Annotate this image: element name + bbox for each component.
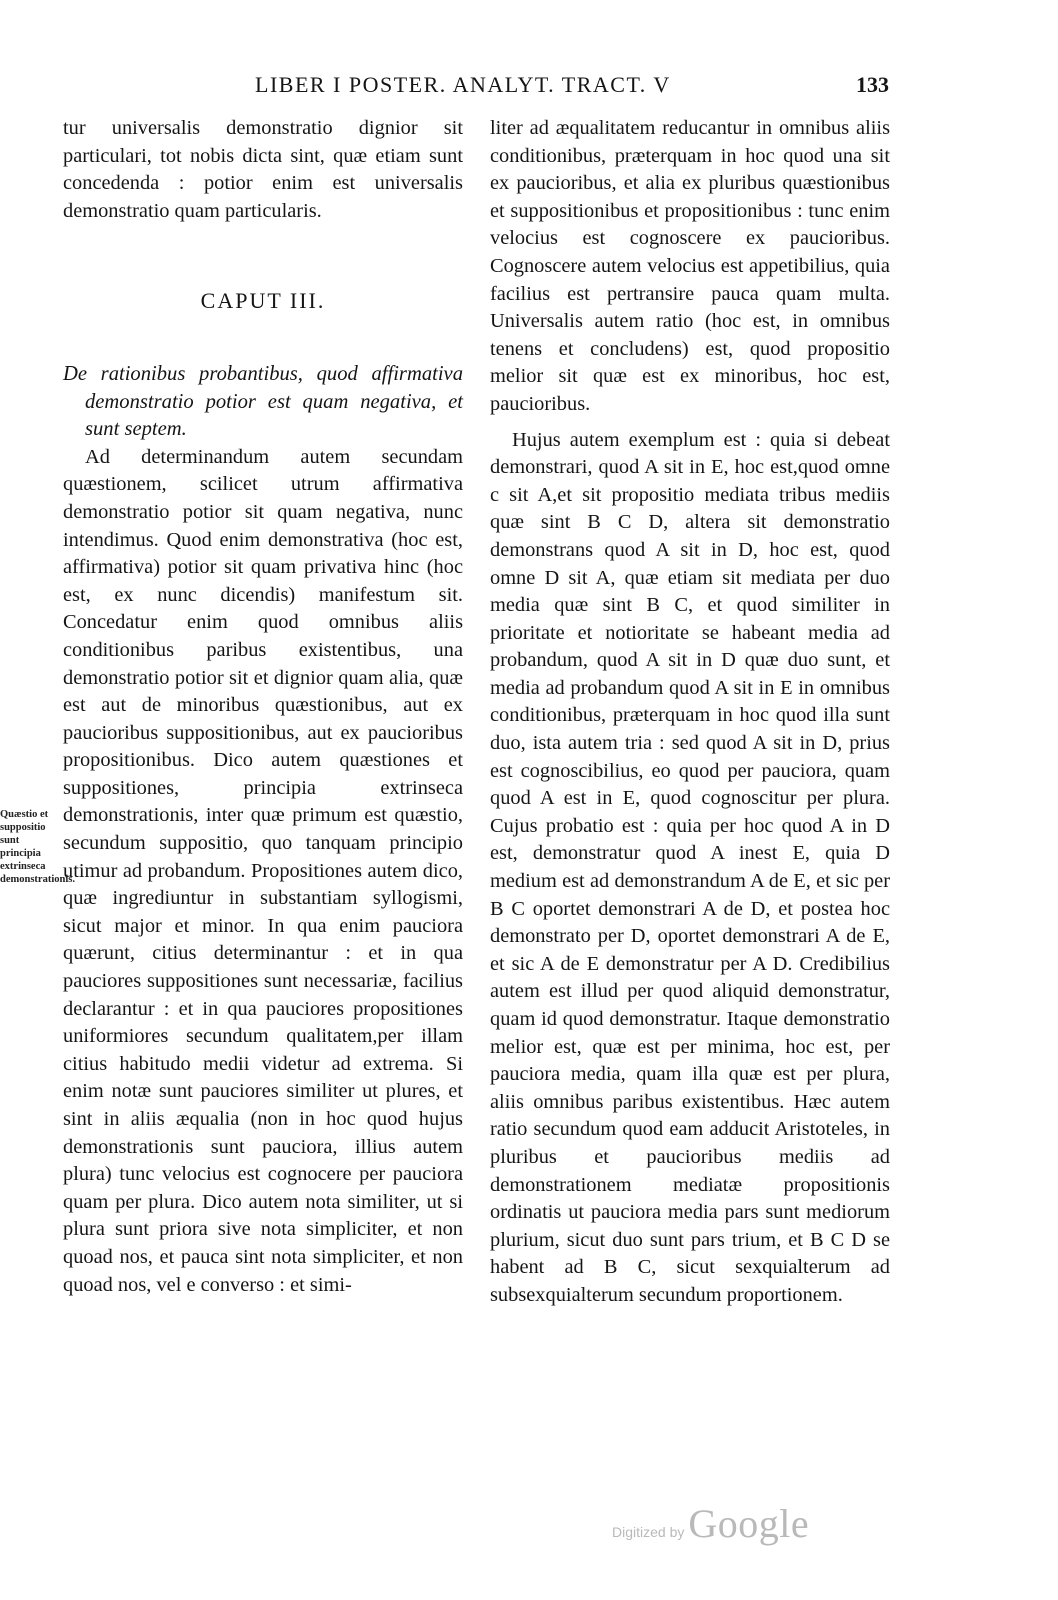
running-header	[0, 72, 1058, 108]
continuation-paragraph: liter ad æqualitatem reducantur in omnibus aliis conditionibus, præterquam in hoc quod una sit ex paucioribus, et alia ex pluribus quæstionibus et suppositionibus et propositionibus : tunc enim velocius est cognoscere ex paucioribus. Cognoscere autem velocius est appetibilius, quia facilius est pertransire pauca quam multa. Universalis autem ratio (hoc est, in omnibus tenens et concludens) est, quod propositio melior sit quæ est ex minoribus, hoc est, paucioribus.	[490, 117, 890, 415]
left-column	[63, 115, 463, 1299]
google-logo: Google	[688, 1501, 810, 1546]
digitized-watermark	[612, 1500, 809, 1547]
running-head: LIBER I POSTER. ANALYT. TRACT. V	[255, 72, 671, 97]
example-paragraph: Hujus autem exemplum est : quia si debeat demonstrari, quod A sit in E, hoc est,quod omne c sit A,et sit propositio mediata tribus mediis quæ sint B C D, altera sit demonstratio demonstrans quod A sit in D, hoc est, quod omne D sit A, quæ etiam sit mediata per duo media quæ sint B C, et quod similiter in prioritate et notioritate se habeant media ad probandum, quod A sit in D quæ duo sunt, et media ad probandum quod A sit in E in omnibus conditionibus, præterquam in hoc quod illa sunt duo, ista autem tria : sed quod A sit in D, prius est cognoscibilius, eo quod per pauciora, quam quod A est in E, quod cognoscitur per plura. Cujus probatio est : quia per hoc quod A in D est, demonstratur quod A inest E, quia D medium est ad demonstrandum A de E, et sic per B C oportet demonstrari A de D, et postea hoc demonstrato per D, oportet demonstrari A de E, et sic A de E demonstratur per A D. Credibilius autem est illud per quod aliquid demonstratur, quam id quod demonstratur. Itaque demonstratio melior est, quæ est per minima, hoc est, per pauciora media, quam illa quæ est per plura, aliis omnibus paribus existentibus. Hæc autem ratio secundum quod eam adducit Aristoteles, in pluribus et paucioribus mediis ad demonstrationem mediatæ propositionis ordinatis ut pauciora media pars sunt mediorum plurium, sicut duo sunt pars trium, et B C D se habent ad B C, sicut sexquialterum ad subsexquialterum secundum proportionem.	[490, 428, 890, 1306]
right-column	[490, 115, 890, 1310]
digitized-by-text: Digitized by	[612, 1524, 685, 1540]
chapter-subtitle: De rationibus probantibus, quod affirmativa demonstratio potior est quam negativa, et sunt septem.	[63, 362, 463, 441]
chapter-title: CAPUT III.	[200, 288, 326, 314]
opening-paragraph: tur universalis demonstratio dignior sit particulari, tot nobis dicta sint, quæ etiam sunt concedenda : potior enim est universalis demonstratio quam particularis.	[63, 117, 463, 222]
page-number: 133	[856, 72, 889, 97]
body-paragraph: Ad determinandum autem secundam quæstionem, scilicet utrum affirmativa demonstratio potior sit quam negativa, nunc intendimus. Quod enim demonstrativa (hoc est, affirmativa) potior sit quam privativa hinc (hoc est, ex nunc dicendis) manifestum sit. Concedatur enim quod omnibus aliis conditionibus paribus existentibus, una demonstratio potior sit et dignior quam alia, quæ est aut de minoribus quæstionibus, aut ex paucioribus suppositionibus, aut ex paucioribus propositionibus. Dico autem quæstiones et suppositiones, principia extrinseca demonstrationis, inter quæ primum est quæstio, secundum suppositio, quo tanquam principio utimur ad probandum. Propositiones autem dico, quæ ingrediuntur in substantiam syllogismi, sicut major et minor. In qua enim pauciora quærunt, citius determinantur : et in qua pauciores suppositiones sunt necessariæ, facilius declarantur : et in qua pauciores propositiones uniformiores secundum qualitatem,per illam citius habitudo medii videtur ad extrema. Si enim notæ sunt pauciores similiter ut plures, et sint in aliis æqualia (non in hoc quod hujus demonstrationis sunt pauciora, illius autem plura) tunc velocius est cognocere per pauciora quam per plura. Dico autem nota similiter, ut si plura sunt priora sive nota simpliciter, et non quoad nos, et pauca sint nota simpliciter, et non quoad nos, vel e converso : et simi-	[63, 445, 463, 1296]
margin-note: Quæstio et suppositio sunt principia extrinseca demonstrationis.	[0, 809, 75, 885]
